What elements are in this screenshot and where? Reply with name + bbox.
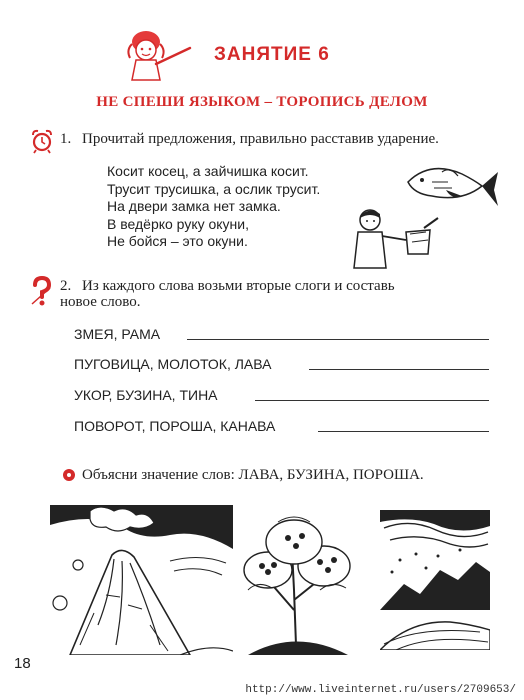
poem-line: В ведёрко руку окуни, xyxy=(107,215,249,232)
word-row-1-words: ЗМЕЯ, РАМА xyxy=(74,326,161,342)
task2-instruction-line1: Из каждого слова возьми вторые слоги и составь xyxy=(82,278,395,294)
task1-number: 1. xyxy=(60,131,72,147)
word-row-4-words: ПОВОРОТ, ПОРОША, КАНАВА xyxy=(74,418,276,434)
answer-line-4[interactable] xyxy=(318,431,489,432)
volcano-lava-illustration xyxy=(50,505,233,655)
word-row-2-words: ПУГОВИЦА, МОЛОТОК, ЛАВА xyxy=(74,356,272,372)
question-mark-icon xyxy=(30,276,52,306)
answer-line-3[interactable] xyxy=(255,400,489,401)
poem-line: Не бойся – это окуни. xyxy=(107,233,248,249)
snowstorm-landscape-illustration xyxy=(380,510,490,650)
red-dot-marker-icon xyxy=(62,468,76,482)
alarm-clock-icon xyxy=(30,128,54,154)
task3-instruction: Объясни значение слов: ЛАВА, БУЗИНА, ПОРОША. xyxy=(82,467,424,483)
task1-instruction: Прочитай предложения, правильно расставив ударение. xyxy=(82,131,439,147)
task2-instruction-line2: новое слово. xyxy=(60,294,141,310)
lesson-subtitle: НЕ СПЕШИ ЯЗЫКОМ – ТОРОПИСЬ ДЕЛОМ xyxy=(96,94,428,110)
answer-line-1[interactable] xyxy=(187,339,489,340)
elderberry-bush-illustration xyxy=(228,510,364,655)
fish-illustration xyxy=(402,156,500,208)
mascot-girl-illustration xyxy=(122,26,194,82)
source-url[interactable]: http://www.liveinternet.ru/users/2709653/ xyxy=(245,684,516,696)
task2-number: 2. xyxy=(60,278,72,294)
poem-line: Трусит трусишка, а ослик трусит. xyxy=(107,180,321,197)
page-number: 18 xyxy=(14,655,31,672)
lesson-title: ЗАНЯТИЕ 6 xyxy=(214,44,330,65)
boy-with-bucket-illustration xyxy=(348,206,440,270)
poem-block xyxy=(107,163,320,251)
poem-line: На двери замка нет замка. xyxy=(107,198,281,214)
word-row-3-words: УКОР, БУЗИНА, ТИНА xyxy=(74,387,218,403)
poem-line: Косит косец, а зайчишка косит. xyxy=(107,163,309,179)
answer-line-2[interactable] xyxy=(309,369,489,370)
